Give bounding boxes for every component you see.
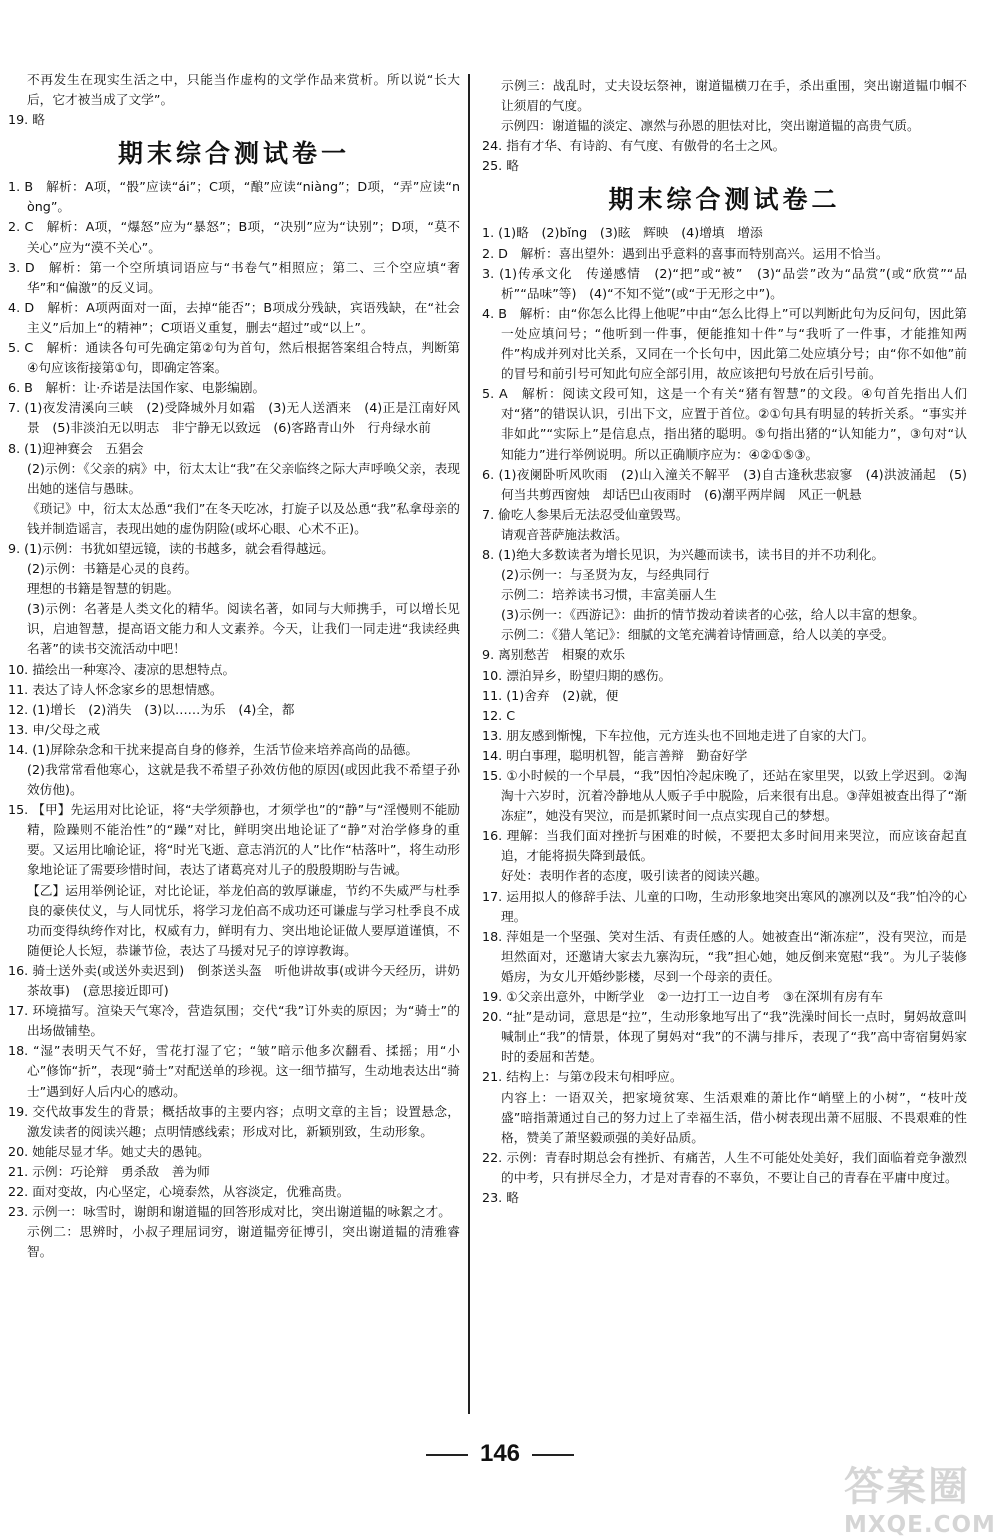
- answer-item: 20. 她能尽显才华。她丈夫的愚钝。: [8, 1143, 210, 1159]
- page-number-rule-left: [426, 1454, 468, 1456]
- answer-item: 17. 运用拟人的修辞手法、儿童的口吻，生动形象地突出寒风的凛冽以及“我”怕冷的心理。: [482, 888, 967, 924]
- answer-item: 14. (1)屏除杂念和干扰来提高自身的修养，生活节俭来培养高尚的品德。: [8, 741, 419, 757]
- answer-item: 22. 面对变故，内心坚定，心境泰然，从容淡定，优雅高贵。: [8, 1183, 350, 1199]
- answer-item: 21. 结构上：与第⑦段末句相呼应。: [482, 1069, 683, 1085]
- answer-item: 14. 明白事理，聪明机智，能言善辩 勤奋好学: [482, 747, 748, 763]
- column-divider: [468, 74, 470, 1414]
- answer-item: 4. B 解析：由“你怎么比得上他呢”中由“怎么比得上”可以判断此句为反问句，因此第一处应填问号；“他听到一件事，便能推知十件”与“我听了一件事，才能推知两件”构成并列对比关系，又同在一个长句中，因此第二处应填分号；由“你不如他”前的冒号和前引号可知此句应全部引用，故应该把句号放在后引号前。: [482, 305, 967, 382]
- answer-item: 11. (1)舍弃 (2)就，便: [482, 687, 619, 703]
- answer-item: 15. 【甲】先运用对比论证，将“夫学须静也，才须学也”的“静”与“淫慢则不能励精，险躁则不能治性”的“躁”对比，鲜明突出地论证了“静”对治学修身的重要。又运用比喻论证，将“时光飞逝、意志消沉的人”比作“枯落叶”，将生动形象地论证了需要珍惜时间，表达了诸葛亮对儿子的殷殷期盼与告诫。: [8, 802, 460, 878]
- answer-item: 10. 描绘出一种寒冷、凄凉的思想特点。: [8, 661, 236, 677]
- answer-item: 3. (1)传承文化 传递感情 (2)“把”或“被” (3)“品尝”改为“品赏”(或“欣赏”“品析”“品味”等) (4)“不知不觉”(或“于无形之中”)。: [482, 265, 967, 301]
- answer-item: 2. C 解析：A项，“爆怒”应为“暴怒”；B项，“决别”应为“诀别”；D项，“莫不关心”应为“漠不关心”。: [8, 219, 460, 255]
- answer-item: 19. 略: [8, 112, 45, 128]
- answer-item: 20. “扯”是动词，意思是“拉”，生动形象地写出了“我”洗澡时间长一点时，舅妈故意叫喊制止“我”的情景，体现了舅妈对“我”的不满与排斥，表现了“我”高中寄宿舅妈家时的委屈和苦楚。: [482, 1009, 967, 1065]
- answer-item: 13. 朋友感到惭愧，下车拉他，元方连头也不回地走进了自家的大门。: [482, 727, 875, 743]
- answer-subitem: 示例二：《猎人笔记》：细腻的文笔充满着诗情画意，给人以美的享受。: [501, 627, 895, 643]
- answer-item: 5. A 解析：阅读文段可知，这是一个有关“猪有智慧”的文段。④句首先指出人们对“猪”的错误认识，引出下文，应置于首位。②①句具有明显的转折关系。“事实并非如此”“实际上”是信息点，指出猪的聪明。⑤句指出猪的“认知能力”，③句对“认知能力”进行举例说明。所以正确顺序应为：④②①⑤③。: [482, 386, 967, 462]
- answer-subitem: 示例二：培养读书习惯，丰富美丽人生: [501, 587, 717, 603]
- answer-item: 9. 离别愁苦 相聚的欢乐: [482, 647, 626, 663]
- answer-item: 1. (1)略 (2)bǐng (3)眩 辉映 (4)增填 增添: [482, 225, 763, 241]
- answer-item: 16. 骑士送外卖(或送外卖迟到) 倒茶送头盔 听他讲故事(或讲今天经历，讲奶茶故事) (意思接近即可): [8, 962, 460, 999]
- answer-subitem: 内容上：一语双关，把家境贫寒、生活艰难的萧比作“峭壁上的小树”，“枝叶茂盛”暗指萧通过自己的努力过上了幸福生活，借小树表现出萧不屈服、不畏艰难的性格，赞美了萧坚毅顽强的美好品质。: [501, 1089, 967, 1145]
- answer-subitem: 《琐记》中，衍太太怂恿“我们”在冬天吃冰，打旋子以及怂恿“我”私拿母亲的钱并制造谣言，表现出她的虚伪阴险(或坏心眼、心术不正)。: [27, 500, 460, 536]
- answer-item: 9. (1)示例：书犹如望远镜，读的书越多，就会看得越远。: [8, 540, 334, 556]
- answer-item: 7. 偷吃人参果后无法忍受仙童毁骂。: [482, 506, 689, 522]
- answer-subitem: (2)我常常看他寒心，这就是我不希望子孙效仿他的原因(或因此我不希望子孙效仿他)。: [27, 762, 460, 798]
- answer-subitem: (3)示例：名著是人类文化的精华。阅读名著，如同与大师携手，可以增长见识，启迪智慧，提高语文能力和人文素养。今天，让我们一同走进“我读经典名著”的读书交流活动中吧！: [27, 601, 460, 657]
- answer-subitem: 理想的书籍是智慧的钥匙。: [27, 581, 180, 597]
- right-column: [482, 76, 967, 1208]
- section-title-exam-two: 期末综合测试卷二: [608, 185, 841, 215]
- page-number-text: 146: [479, 1440, 521, 1467]
- answer-item: 6. B 解析：让·乔诺是法国作家、电影编剧。: [8, 380, 266, 396]
- page-number-rule-right: [532, 1454, 574, 1456]
- answer-item: 22. 示例：青春时期总会有挫折、有痛苦，人生不可能处处美好，我们面临着竞争激烈的中考，只有拼尽全力，才是对青春的不辜负，不要让自己的青春在平庸中度过。: [482, 1149, 967, 1185]
- answer-item: 4. D 解析：A项两面对一面，去掉“能否”；B项成分残缺，宾语残缺，在“社会主义”后加上“的精神”；C项语义重复，删去“超过”或“以上”。: [8, 299, 460, 335]
- answer-item: 23. 示例一：咏雪时，谢朗和谢道韫的回答形成对比，突出谢道韫的咏絮之才。: [8, 1204, 451, 1220]
- answer-item: 2. D 解析：喜出望外：遇到出乎意料的喜事而特别高兴。运用不恰当。: [482, 245, 889, 261]
- intro-paragraph: 不再发生在现实生活之中，只能当作虚构的文学作品来赏析。所以说“长大后，它才被当成了文学”。: [27, 72, 460, 108]
- answer-subitem: 请观音菩萨施法救活。: [501, 526, 628, 542]
- watermark-logo: 答案圈: [844, 1463, 970, 1510]
- answer-item: 24. 指有才华、有诗韵、有气度、有傲骨的名士之风。: [482, 138, 786, 154]
- watermark-url: MXQE.COM: [844, 1512, 996, 1538]
- answer-item: 17. 环境描写。渲染天气寒冷，营造氛围；交代“我”订外卖的原因；为“骑士”的出场做铺垫。: [8, 1003, 460, 1039]
- answer-item: 25. 略: [482, 158, 519, 174]
- answer-item: 3. D 解析：第一个空所填词语应与“书卷气”相照应；第二、三个空应填“奢华”和“偏激”的反义词。: [8, 259, 460, 295]
- section-title-exam-one: 期末综合测试卷一: [117, 139, 350, 169]
- answer-item: 15. ①小时候的一个早晨，“我”因怕冷起床晚了，还站在家里哭，以致上学迟到。②淘淘十六岁时，沉着冷静地从人贩子手中脱险，后来很有出息。③萍姐被查出得了“渐冻症”，她没有哭泣，而是抓紧时间一点点实现自己的梦想。: [482, 768, 967, 824]
- answer-subitem: 好处：表明作者的态度，吸引读者的阅读兴趣。: [501, 868, 768, 884]
- answer-subitem: 示例二：思辨时，小叔子理屈词穷，谢道韫旁征博引，突出谢道韫的清雅睿智。: [27, 1224, 460, 1260]
- answer-item: 10. 漂泊异乡，盼望归期的感伤。: [482, 667, 672, 683]
- answer-item: 23. 略: [482, 1189, 519, 1205]
- answer-item: 8. (1)绝大多数读者为增长见识，为兴趣而读书，读书目的并不功利化。: [482, 546, 885, 562]
- answer-item: 13. 申/父母之戒: [8, 721, 100, 737]
- answer-item: 18. 萍姐是一个坚强、笑对生活、有责任感的人。她被查出“渐冻症”，没有哭泣，而是坦然面对，还邀请大家去九寨沟玩，“我”担心她，她反倒来宽慰“我”。为儿子装修婚房，为女儿开婚纱影楼，尽到一个母亲的责任。: [482, 928, 967, 984]
- answer-item: 16. 理解：当我们面对挫折与困难的时候，不要把太多时间用来哭泣，而应该奋起直追，才能将损失降到最低。: [482, 828, 967, 864]
- answer-subitem: 示例三：战乱时，丈夫设坛祭神，谢道韫横刀在手，杀出重围，突出谢道韫巾帼不让须眉的气度。: [501, 78, 967, 114]
- answer-subitem: (2)示例一：与圣贤为友，与经典同行: [501, 567, 710, 583]
- answer-item: 5. C 解析：通读各句可先确定第②句为首句，然后根据答案组合特点，判断第④句应该衔接第①句，即确定答案。: [8, 340, 460, 376]
- answer-item: 6. (1)夜阑卧听风吹雨 (2)山入潼关不解平 (3)自古逢秋悲寂寥 (4)洪波涌起 (5)何当共剪西窗烛 却话巴山夜雨时 (6)潮平两岸阔 风正一帆悬: [482, 466, 967, 502]
- answer-item: 12. (1)增长 (2)消失 (3)以……为乐 (4)全，都: [8, 701, 295, 717]
- answer-item: 11. 表达了诗人怀念家乡的思想情感。: [8, 681, 223, 697]
- answer-item: 12. C: [482, 707, 516, 723]
- answer-subitem: 【乙】运用举例论证，对比论证，举龙伯高的敦厚谦虚，节约不失威严与杜季良的豪侠仗义，与人同忧乐，将学习龙伯高不成功还可谦虚与学习杜季良不成功而变得纨绔作对比，权威有力，鲜明有力、突出地论证做人要厚道谨慎，不随便论人长短，恭谦节俭，表达了马援对兄子的谆谆教诲。: [27, 882, 460, 958]
- watermark: [844, 1455, 996, 1538]
- answer-item: 19. 交代故事发生的背景；概括故事的主要内容；点明文章的主旨；设置悬念，激发读者的阅读兴趣；点明情感线索；形成对比，新颖别致，生动形象。: [8, 1103, 460, 1139]
- left-column: [8, 70, 460, 1262]
- answer-subitem: (2)示例：书籍是心灵的良药。: [27, 561, 198, 577]
- answer-item: 18. “湿”表明天气不好，雪花打湿了它；“皱”暗示他多次翻看、揉摇；用“小心”修饰“折”，表现“骑士”对配送单的珍视。这一细节描写，生动地表达出“骑士”遇到好人后内心的感动。: [8, 1043, 460, 1099]
- answer-item: 7. (1)夜发清溪向三峡 (2)受降城外月如霜 (3)无人送酒来 (4)正是江南好风景 (5)非淡泊无以明志 非宁静无以致远 (6)客路青山外 行舟绿水前: [8, 400, 460, 436]
- answer-subitem: (3)示例一：《西游记》：曲折的情节拨动着读者的心弦，给人以丰富的想象。: [501, 607, 925, 623]
- answer-subitem: 示例四：谢道韫的淡定、凛然与孙恩的胆怯对比，突出谢道韫的高贵气质。: [501, 118, 920, 134]
- answer-subitem: (2)示例：《父亲的病》中，衍太太让“我”在父亲临终之际大声呼唤父亲，表现出她的迷信与愚昧。: [27, 460, 460, 496]
- answer-item: 1. B 解析：A项，“骰”应读“ái”；C项，“酿”应读“niàng”；D项，“弄”应读“nòng”。: [8, 179, 460, 215]
- answer-item: 21. 示例：巧论辩 勇杀敌 善为师: [8, 1163, 210, 1179]
- answer-item: 19. ①父亲出意外，中断学业 ②一边打工一边自考 ③在深圳有房有车: [482, 989, 883, 1005]
- answer-item: 8. (1)迎神赛会 五猖会: [8, 440, 144, 456]
